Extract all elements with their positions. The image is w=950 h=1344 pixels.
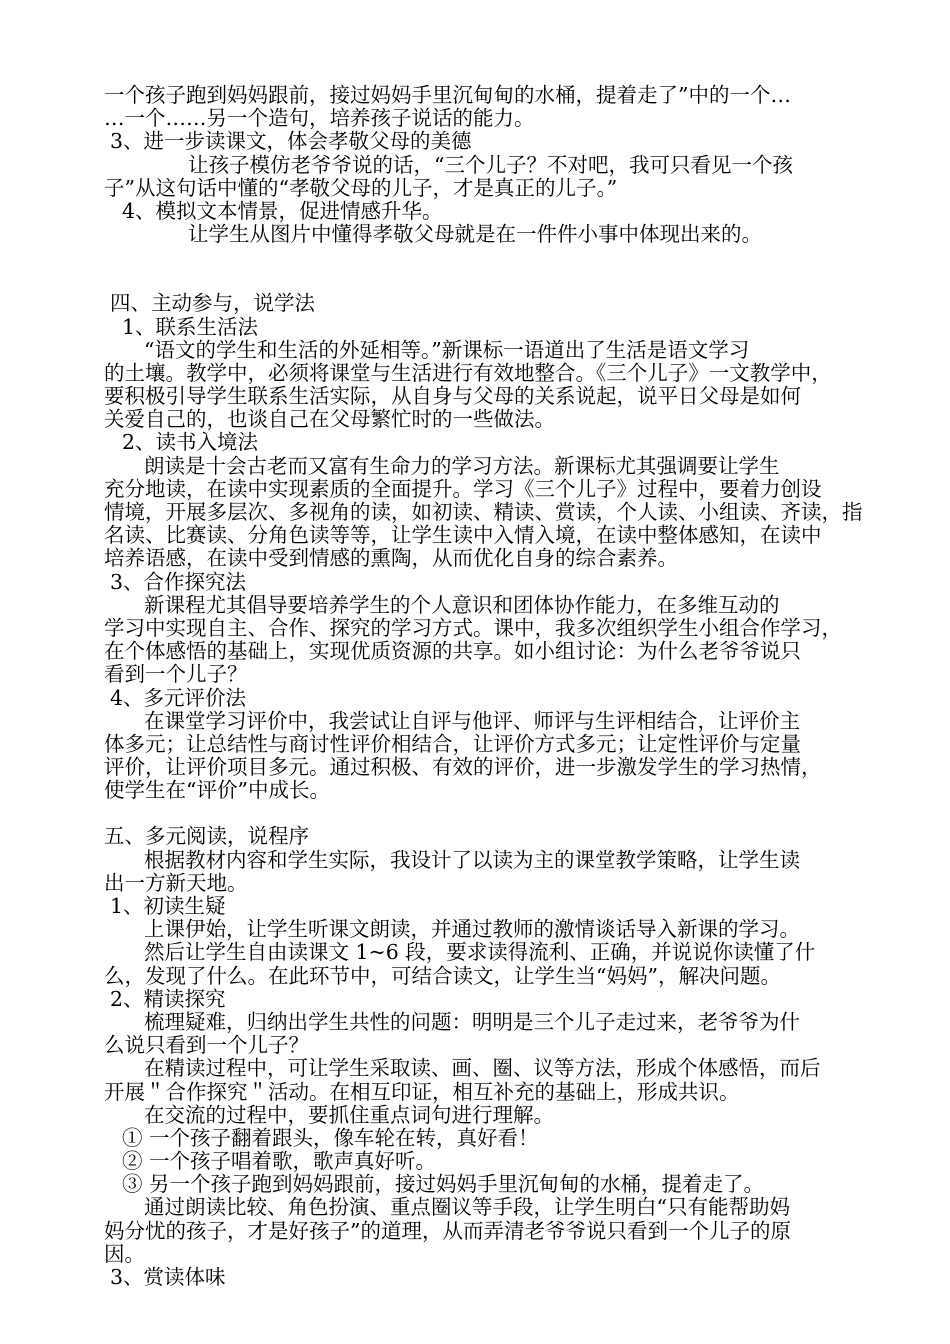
subheading: 3、合作探究法 xyxy=(110,569,247,594)
section-heading: 五、多元阅读，说程序 xyxy=(104,824,309,849)
text-line: 让孩子模仿老爷爷说的话，“三个儿子？不对吧，我可只看见一个孩 xyxy=(188,152,793,177)
text-line: 在交流的过程中，要抓住重点词句进行理解。 xyxy=(144,1102,554,1127)
subheading: 3、进一步读课文，体会孝敬父母的美德 xyxy=(110,129,472,154)
text-line: 然后让学生自由读课文 1~6 段，要求读得流利、正确，并说说你读懂了什 xyxy=(144,940,816,965)
section-heading: 四、主动参与，说学法 xyxy=(110,291,315,316)
subheading: 4、模拟文本情景，促进情感升华。 xyxy=(122,198,443,223)
text-line: 培养语感，在读中受到情感的熏陶，从而优化自身的综合素养。 xyxy=(104,546,678,571)
text-line: 妈分忧的孩子，才是好孩子”的道理，从而弄清老爷爷说只看到一个儿子的原 xyxy=(104,1218,791,1243)
text-line: 上课伊始，让学生听课文朗读，并通过教师的激情谈话导入新课的学习。 xyxy=(144,917,800,942)
text-line: 在个体感悟的基础上，实现优质资源的共享。如小组讨论：为什么老爷爷说只 xyxy=(104,639,801,664)
list-item: ① 一个孩子翻着跟头，像车轮在转，真好看！ xyxy=(122,1125,539,1150)
text-line: 朗读是十会古老而又富有生命力的学习方法。新课标尤其强调要让学生 xyxy=(144,453,780,478)
text-line: 因。 xyxy=(104,1241,145,1266)
text-line: 关爱自己的，也谈自己在父母繁忙时的一些做法。 xyxy=(104,407,555,432)
text-line: 看到一个儿子？ xyxy=(104,662,248,687)
text-line: 要积极引导学生联系生活实际，从自身与父母的关系说起，说平日父母是如何 xyxy=(104,384,801,409)
text-line: “语文的学生和生活的外延相等。”新课标一语道出了生活是语文学习 xyxy=(144,337,750,362)
text-line: 出一方新天地。 xyxy=(104,870,248,895)
text-line: 名读、比赛读、分角色读等等，让学生读中入情入境，在读中整体感知，在读中 xyxy=(104,523,822,548)
text-line: 评价，让评价项目多元。通过积极、有效的评价，进一步激发学生的学习热情， xyxy=(104,755,822,780)
list-item: ③ 另一个孩子跑到妈妈跟前，接过妈妈手里沉甸甸的水桶，提着走了。 xyxy=(122,1172,765,1197)
text-line: 通过朗读比较、角色扮演、重点圈议等手段，让学生明白“只有能帮助妈 xyxy=(144,1195,790,1220)
text-line: 子”从这句话中懂的“孝敬父母的儿子，才是真正的儿子。” xyxy=(104,175,618,200)
text-line: 体多元；让总结性与商讨性评价相结合，让评价方式多元；让定性评价与定量 xyxy=(104,731,801,756)
text-line: 使学生在“评价”中成长。 xyxy=(104,778,330,803)
text-line: 在精读过程中，可让学生采取读、画、圈、议等方法，形成个体感悟，而后 xyxy=(144,1056,821,1081)
subheading: 1、联系生活法 xyxy=(122,314,259,339)
text-line: 让学生从图片中懂得孝敬父母就是在一件件小事中体现出来的。 xyxy=(188,222,762,247)
text-line: 么，发现了什么。在此环节中，可结合读文，让学生当“妈妈”，解决问题。 xyxy=(104,963,781,988)
subheading: 1、初读生疑 xyxy=(110,894,226,918)
text-line: 的土壤。教学中，必须将课堂与生活进行有效地整合。《三个儿子》一文教学中， xyxy=(104,360,832,385)
list-item: ② 一个孩子唱着歌，歌声真好听。 xyxy=(122,1149,437,1174)
text-line: 在课堂学习评价中，我尝试让自评与他评、师评与生评相结合，让评价主 xyxy=(144,708,800,733)
text-line: 根据教材内容和学生实际，我设计了以读为主的课堂教学策略，让学生读 xyxy=(144,847,800,872)
document-page xyxy=(104,83,863,1289)
text-line: 学习中实现自主、合作、探究的学习方式。课中，我多次组织学生小组合作学习， xyxy=(104,615,842,640)
text-line: 一个孩子跑到妈妈跟前，接过妈妈手里沉甸甸的水桶，提着走了”中的一个… xyxy=(104,83,791,107)
spacer xyxy=(104,802,849,825)
subheading: 3、赏读体味 xyxy=(110,1265,226,1289)
text-line: 开展＂合作探究＂活动。在相互印证，相互补充的基础上，形成共识。 xyxy=(104,1079,740,1104)
text-line: 情境，开展多层次、多视角的读，如初读、精读、赏读，个人读、小组读、齐读，指 xyxy=(104,500,863,524)
text-line: 么说只看到一个儿子？ xyxy=(104,1033,309,1058)
text-line: 充分地读，在读中实现素质的全面提升。学习《三个儿子》过程中，要着力创设 xyxy=(104,476,822,501)
subheading: 2、读书入境法 xyxy=(122,430,259,455)
subheading: 2、精读探究 xyxy=(110,986,226,1011)
text-line: …一个……另一个造句，培养孩子说话的能力。 xyxy=(104,106,535,131)
subheading: 4、多元评价法 xyxy=(110,685,247,710)
spacer xyxy=(104,246,849,292)
text-line: 新课程尤其倡导要培养学生的个人意识和团体协作能力，在多维互动的 xyxy=(144,592,780,617)
text-line: 梳理疑难，归纳出学生共性的问题：明明是三个儿子走过来，老爷爷为什 xyxy=(144,1009,800,1034)
